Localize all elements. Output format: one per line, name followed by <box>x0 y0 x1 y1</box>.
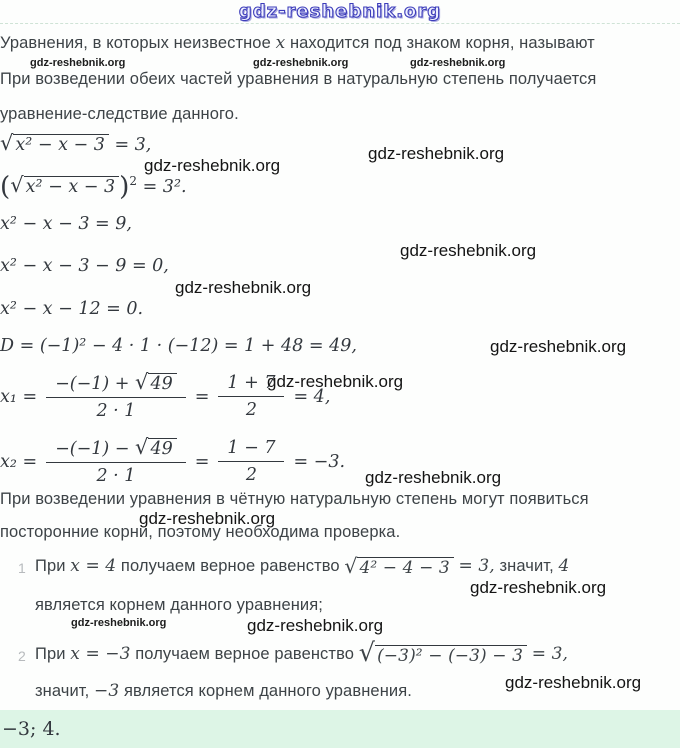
intro-text-1: Уравнения, в которых неизвестное <box>0 34 271 52</box>
radicand: 49 <box>148 373 176 394</box>
watermark: gdz-reshebnik.org <box>365 468 502 487</box>
para2-line1: При возведении обеих частей уравнения в натуральную степень получается <box>0 70 597 88</box>
watermark: gdz-reshebnik.org <box>400 241 537 260</box>
sqrt-check2 <box>358 638 527 668</box>
check2-mid: получаем верное равенство <box>135 645 355 663</box>
radicand: (−3)² − (−3) − 3 <box>375 645 527 666</box>
equation-root2 <box>0 437 345 486</box>
x2-denominator1: 2 · 1 <box>96 466 136 486</box>
check2-l2var: −3 <box>94 681 120 701</box>
watermark: gdz-reshebnik.org <box>247 616 384 635</box>
list-marker-1: 1 <box>18 560 26 576</box>
intro-var-x: x <box>275 33 286 53</box>
sqrt-expression <box>0 133 109 155</box>
sqrt-expression <box>10 175 119 197</box>
sqrt-49 <box>135 437 177 459</box>
equation-squared <box>0 172 187 202</box>
power-exponent: 2 <box>129 174 137 189</box>
watermark: gdz-reshebnik.org <box>144 156 281 175</box>
x2-fraction2 <box>218 438 284 485</box>
list-marker-2: 2 <box>18 648 26 664</box>
close-paren: ) <box>119 172 130 202</box>
x2-num1-pre: −(−1) − <box>55 439 130 459</box>
radical-sign: √ <box>135 370 149 394</box>
radicand: 49 <box>148 438 176 459</box>
check-item-1-line2 <box>35 595 323 615</box>
radical-sign: √ <box>135 435 149 459</box>
x1-denominator1: 2 · 1 <box>96 401 136 421</box>
check-item-1-line1 <box>35 556 569 578</box>
site-watermark-header: gdz-reshebnik.org <box>238 1 442 22</box>
intro-paragraph <box>0 33 595 53</box>
answer-banner <box>0 710 680 748</box>
check1-equals: = 3, <box>458 556 495 576</box>
check1-condition: x = 4 <box>70 556 117 576</box>
equation-moved: x² − x − 3 − 9 = 0, <box>0 256 169 276</box>
x1-num1-pre: −(−1) + <box>55 374 130 394</box>
x2-numerator1 <box>46 437 186 463</box>
watermark: gdz-reshebnik.org <box>175 278 312 297</box>
watermark: gdz-reshebnik.org <box>267 372 404 391</box>
equation-discriminant: D = (−1)² − 4 · 1 · (−12) = 1 + 48 = 49, <box>0 336 357 356</box>
check1-pre: При <box>35 557 66 575</box>
watermark: gdz-reshebnik.org <box>30 57 126 69</box>
radicand: x² − x − 3 <box>13 134 108 155</box>
eq2-rhs: = 3². <box>142 177 187 197</box>
check1-mid: получаем верное равенство <box>120 557 340 575</box>
check2-condition: x = −3 <box>70 644 131 664</box>
radical-sign: √ <box>0 131 14 155</box>
sqrt-check1 <box>344 556 453 578</box>
x1-lhs: x₁ = <box>0 386 38 407</box>
open-paren: ( <box>0 172 11 202</box>
equation-sqrt <box>0 133 151 155</box>
check2-l2pre: значит, <box>35 682 90 700</box>
watermark: gdz-reshebnik.org <box>490 337 627 356</box>
radical-sign: √ <box>358 638 376 668</box>
watermark: gdz-reshebnik.org <box>253 57 349 69</box>
watermark: gdz-reshebnik.org <box>505 673 642 692</box>
x1-numerator1 <box>46 372 186 398</box>
intro-text-2: находится под знаком корня, называют <box>289 34 595 52</box>
answer-text: −3; 4. <box>2 718 61 740</box>
check-item-2-line1 <box>35 638 569 668</box>
watermark: gdz-reshebnik.org <box>139 509 276 528</box>
watermark: gdz-reshebnik.org <box>71 617 167 629</box>
header-divider <box>0 23 680 24</box>
equals-sign: = <box>194 386 210 407</box>
watermark: gdz-reshebnik.org <box>470 578 607 597</box>
equation-expanded: x² − x − 3 = 9, <box>0 214 132 234</box>
equation-quadratic: x² − x − 12 = 0. <box>0 299 144 319</box>
check-item-2-line2 <box>35 681 412 701</box>
x2-lhs: x₂ = <box>0 451 38 472</box>
check2-l2post: является корнем данного уравнения. <box>123 682 412 700</box>
para3-line1: При возведении уравнения в чётную натуральную степень могут появиться <box>0 490 589 508</box>
x1-denominator2: 2 <box>245 400 257 420</box>
x1-numerator2: 1 + 7 <box>218 373 284 397</box>
para2-line2: уравнение-следствие данного. <box>0 105 239 123</box>
equals-sign: = <box>194 451 210 472</box>
radical-sign: √ <box>344 554 358 578</box>
radicand: 4² − 4 − 3 <box>357 557 453 578</box>
watermark: gdz-reshebnik.org <box>410 57 506 69</box>
sqrt-49 <box>135 372 177 394</box>
check1-post: значит, <box>499 557 554 575</box>
x1-fraction1 <box>46 372 186 421</box>
radicand: x² − x − 3 <box>24 176 119 197</box>
para3-line2: посторонние корни, поэтому необходима проверка. <box>0 523 401 541</box>
x1-result: = 4, <box>293 386 331 407</box>
eq1-rhs: = 3, <box>114 135 152 155</box>
watermark: gdz-reshebnik.org <box>368 144 505 163</box>
radical-sign: √ <box>10 173 24 197</box>
check2-equals: = 3, <box>531 644 569 664</box>
x2-denominator2: 2 <box>245 465 257 485</box>
check1-l2pre: является корнем данного уравнения; <box>35 596 323 614</box>
x2-numerator2: 1 − 7 <box>218 438 284 462</box>
x2-result: = −3. <box>293 451 346 472</box>
x2-fraction1 <box>46 437 186 486</box>
check2-pre: При <box>35 645 66 663</box>
check1-post-var: 4 <box>558 556 570 576</box>
